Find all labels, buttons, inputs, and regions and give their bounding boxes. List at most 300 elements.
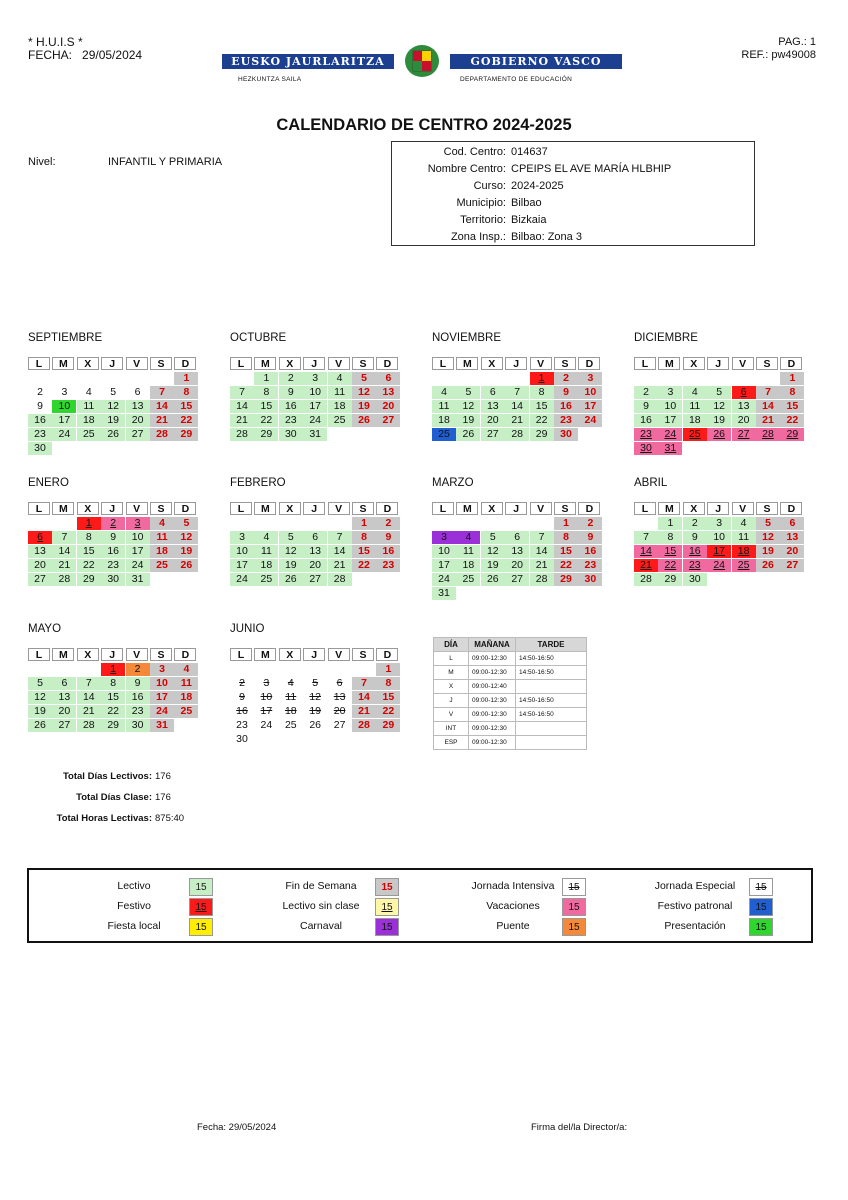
calendar-day (77, 691, 101, 704)
schedule-row (434, 694, 587, 708)
calendar-day (150, 517, 174, 530)
calendar-day-number: 6 (134, 385, 141, 398)
calendar-day-number: 12 (486, 544, 499, 557)
legend-label: Lectivo (117, 880, 151, 892)
calendar-day-number: 20 (58, 704, 71, 717)
calendar-day-number: 25 (462, 572, 475, 585)
calendar-day (352, 705, 376, 718)
calendar-day-number: 9 (385, 530, 392, 543)
calendar-day (279, 677, 303, 690)
calendar-day (658, 414, 682, 427)
calendar-day-number: 28 (535, 572, 548, 585)
weekday-header: D (376, 648, 398, 661)
calendar-empty-cell (52, 663, 76, 676)
calendar-day-number: 14 (511, 399, 524, 412)
calendar-day-number: 16 (236, 704, 248, 717)
schedule-morning: 09:00-12:40 (469, 680, 516, 694)
calendar-empty-cell (432, 372, 456, 385)
calendar-empty-cell (150, 372, 174, 385)
calendar-day (481, 573, 505, 586)
calendar-day-number: 4 (691, 385, 698, 398)
calendar-day (230, 573, 254, 586)
calendar-day (303, 428, 327, 441)
schedule-row (434, 652, 587, 666)
calendar-day (150, 691, 174, 704)
weekday-header: D (578, 502, 600, 515)
calendar-day-number: 15 (560, 544, 572, 557)
calendar-empty-cell (101, 372, 125, 385)
calendar-day (432, 559, 456, 572)
weekday-header: V (328, 357, 350, 370)
calendar-day-number: 7 (159, 385, 165, 398)
page-number: PAG.: 1 (778, 36, 816, 48)
calendar-day-number: 2 (287, 372, 294, 384)
calendar-day-number: 17 (260, 704, 273, 717)
calendar-day-number: 11 (689, 399, 701, 412)
schedule-morning: 09:00-12:30 (469, 722, 516, 736)
calendar-day (230, 545, 254, 558)
calendar-day-number: 18 (438, 413, 450, 426)
calendar-day (505, 386, 529, 399)
weekday-header: D (174, 648, 196, 661)
calendar-day-number: 9 (239, 690, 245, 703)
calendar-day (707, 386, 731, 399)
schedule-day: ESP (434, 736, 469, 750)
center-info-box (391, 141, 755, 246)
calendar-day (77, 545, 101, 558)
calendar-day-number: 28 (762, 427, 774, 440)
calendar-day-number: 22 (786, 413, 799, 426)
calendar-day (174, 545, 198, 558)
info-key: Municipio: (456, 197, 506, 209)
calendar-day-number: 29 (382, 718, 395, 731)
calendar-day-number: 23 (131, 704, 144, 717)
legend-label: Fiesta local (107, 920, 161, 932)
calendar-day (554, 428, 578, 441)
calendar-day-number: 18 (688, 413, 701, 426)
calendar-day (376, 663, 400, 676)
calendar-day (634, 428, 658, 441)
calendar-day (756, 428, 780, 441)
calendar-day (707, 517, 731, 530)
calendar-day (376, 677, 400, 690)
calendar-day (254, 705, 278, 718)
calendar-day (303, 372, 327, 385)
calendar-day-number: 3 (667, 385, 674, 398)
weekday-header: D (174, 502, 196, 515)
calendar-day-number: 6 (514, 530, 521, 543)
calendar-day (530, 372, 554, 385)
calendar-day (230, 705, 254, 718)
legend-sample-number: 15 (755, 882, 767, 893)
calendar-day (303, 400, 327, 413)
calendar-day (780, 517, 804, 530)
schedule-afternoon: 14:50-16:50 (516, 666, 587, 680)
calendar-day (254, 691, 278, 704)
calendar-day (328, 414, 352, 427)
weekday-header: M (658, 502, 680, 515)
calendar-day-number: 30 (560, 427, 572, 440)
calendar-day-number: 5 (489, 530, 496, 543)
calendar-day (352, 372, 376, 385)
calendar-day (432, 573, 456, 586)
calendar-day-number: 22 (382, 704, 395, 717)
calendar-day (28, 400, 52, 413)
weekday-header: M (456, 357, 478, 370)
calendar-day (52, 691, 76, 704)
calendar-day (432, 587, 456, 600)
logo-sub-left: HEZKUNTZA SAILA (238, 76, 302, 83)
calendar-day-number: 6 (789, 517, 796, 529)
calendar-day-number: 5 (312, 676, 319, 689)
calendar-day-number: 26 (462, 427, 475, 440)
legend-swatch (749, 878, 773, 896)
calendar-day-number: 10 (58, 399, 71, 412)
calendar-day-number: 26 (762, 558, 774, 571)
calendar-day (780, 386, 804, 399)
calendar-day (578, 517, 602, 530)
calendar-day-number: 14 (333, 544, 346, 557)
weekday-header: J (505, 357, 527, 370)
calendar-day-number: 31 (156, 718, 168, 731)
schedule-header-row (434, 638, 587, 652)
legend-swatch (189, 918, 213, 936)
calendar-empty-cell (456, 517, 480, 530)
weekday-header: L (230, 502, 252, 515)
calendar-empty-cell (230, 372, 254, 385)
calendar-empty-cell (481, 517, 505, 530)
calendar-day (634, 414, 658, 427)
calendar-day-number: 13 (58, 690, 71, 703)
calendar-day (279, 372, 303, 385)
calendar-day-number: 5 (465, 385, 472, 398)
calendar-day (279, 531, 303, 544)
calendar-day-number: 9 (37, 399, 43, 412)
calendar-day (780, 545, 804, 558)
calendar-day (328, 400, 352, 413)
calendar-day-number: 11 (180, 676, 192, 689)
schedule-morning: 09:00-12:30 (469, 652, 516, 666)
calendar-day-number: 15 (664, 544, 677, 557)
calendar-day-number: 12 (309, 690, 322, 703)
calendar-empty-cell (328, 517, 352, 530)
calendar-empty-cell (707, 372, 731, 385)
calendar-day-number: 27 (131, 427, 144, 440)
calendar-day (756, 559, 780, 572)
calendar-day-number: 21 (236, 413, 248, 426)
weekday-header: D (376, 357, 398, 370)
calendar-day-number: 23 (34, 427, 46, 440)
calendar-day (303, 691, 327, 704)
weekday-header: L (230, 648, 252, 661)
schedule-day: INT (434, 722, 469, 736)
calendar-day-number: 1 (789, 372, 796, 384)
calendar-day-number: 5 (765, 517, 771, 529)
schedule-morning: 09:00-12:30 (469, 736, 516, 750)
calendar-day (77, 559, 101, 572)
calendar-day-number: 16 (131, 690, 144, 703)
schedule-row (434, 736, 587, 750)
schedule-afternoon: 14:50-16:50 (516, 708, 587, 722)
calendar-day-number: 30 (131, 718, 144, 731)
calendar-day (481, 531, 505, 544)
calendar-day-number: 1 (563, 517, 569, 529)
calendar-day (101, 705, 125, 718)
calendar-day-number: 1 (110, 663, 117, 675)
calendar-day (683, 386, 707, 399)
info-key: Curso: (473, 180, 506, 192)
calendar-day (28, 414, 52, 427)
calendar-day-number: 4 (85, 385, 92, 398)
calendar-day (780, 400, 804, 413)
legend-label: Lectivo sin clase (282, 900, 360, 912)
calendar-day-number: 11 (738, 530, 750, 543)
legend-swatch (749, 918, 773, 936)
calendar-day (101, 691, 125, 704)
calendar-day-number: 21 (82, 704, 95, 717)
fecha-value: 29/05/2024 (82, 48, 143, 62)
calendar-day (530, 559, 554, 572)
huis-label: * H.U.I.S * (28, 35, 83, 49)
calendar-day (352, 677, 376, 690)
calendar-day-number: 17 (584, 399, 597, 412)
calendar-day-number: 13 (382, 385, 395, 398)
calendar-day-number: 5 (37, 676, 43, 689)
legend-sample-number: 15 (195, 882, 207, 893)
calendar-day (126, 386, 150, 399)
weekday-header: D (780, 357, 802, 370)
calendar-day-number: 13 (786, 530, 799, 543)
schedule-body (434, 652, 587, 750)
calendar-day (28, 545, 52, 558)
calendar-day (505, 545, 529, 558)
schedule-afternoon: 14:50-16:50 (516, 694, 587, 708)
calendar-day (254, 719, 278, 732)
info-key: Territorio: (460, 214, 506, 226)
calendar-day (432, 531, 456, 544)
schedule-day: L (434, 652, 469, 666)
legend-label: Presentación (664, 920, 726, 932)
month-title: MARZO (432, 477, 474, 489)
legend-sample-number: 15 (195, 922, 207, 933)
calendar-day-number: 24 (309, 413, 322, 426)
calendar-day-number: 27 (309, 572, 322, 585)
calendar-day-number: 20 (382, 399, 395, 412)
calendar-day (77, 428, 101, 441)
weekday-header: L (28, 357, 50, 370)
calendar-day-number: 5 (183, 517, 190, 529)
calendar-day (352, 719, 376, 732)
calendar-day-number: 10 (131, 530, 144, 543)
legend-sample-number: 15 (195, 902, 207, 913)
calendar-day-number: 27 (786, 558, 799, 571)
legend-label: Fin de Semana (285, 880, 357, 892)
calendar-day-number: 15 (82, 544, 95, 557)
info-row-nombre (392, 161, 756, 178)
calendar-day (303, 719, 327, 732)
info-value: Bilbao (511, 197, 542, 209)
legend-swatch (189, 878, 213, 896)
calendar-empty-cell (230, 517, 254, 530)
weekday-header: X (481, 502, 503, 515)
calendar-day (174, 677, 198, 690)
legend-box (27, 868, 813, 943)
legend-sample-number: 15 (755, 902, 767, 913)
calendar-day (126, 573, 150, 586)
calendar-day (279, 428, 303, 441)
calendar-empty-cell (634, 517, 658, 530)
month-title: MAYO (28, 623, 62, 635)
weekday-header: V (732, 502, 754, 515)
calendar-day-number: 15 (382, 690, 395, 703)
calendar-day (328, 719, 352, 732)
calendar-day (481, 545, 505, 558)
weekday-header: M (52, 502, 74, 515)
total-dias-lectivos (63, 771, 152, 782)
calendar-day (658, 386, 682, 399)
calendar-day-number: 30 (284, 427, 297, 440)
calendar-day-number: 28 (358, 718, 370, 731)
logo-right-band: GOBIERNO VASCO (450, 54, 622, 69)
calendar-day-number: 9 (691, 530, 698, 543)
calendar-day (230, 428, 254, 441)
calendar-day (530, 400, 554, 413)
calendar-day-number: 22 (82, 558, 95, 571)
calendar-day (52, 705, 76, 718)
calendar-day-number: 8 (789, 385, 796, 398)
calendar-day-number: 27 (34, 572, 46, 585)
calendar-day-number: 9 (563, 385, 569, 398)
info-value: 2024-2025 (511, 180, 564, 192)
calendar-day-number: 10 (713, 530, 726, 543)
calendar-day (376, 400, 400, 413)
weekday-header: J (303, 502, 325, 515)
calendar-day-number: 31 (664, 441, 677, 454)
calendar-day-number: 19 (762, 544, 774, 557)
month-title: NOVIEMBRE (432, 332, 502, 344)
calendar-day-number: 28 (511, 427, 524, 440)
calendar-day-number: 12 (180, 530, 193, 543)
calendar-day-number: 29 (180, 427, 193, 440)
schedule-afternoon (516, 722, 587, 736)
weekday-header: X (683, 357, 705, 370)
month-title: SEPTIEMBRE (28, 332, 103, 344)
calendar-day (780, 559, 804, 572)
total-label: Total Horas Lectivas: (56, 813, 152, 824)
weekday-header: X (279, 357, 301, 370)
calendar-day (28, 386, 52, 399)
calendar-day-number: 23 (560, 413, 572, 426)
calendar-day-number: 19 (486, 558, 499, 571)
legend-label: Vacaciones (486, 900, 540, 912)
calendar-day (658, 428, 682, 441)
calendar-day (126, 428, 150, 441)
calendar-empty-cell (732, 372, 756, 385)
calendar-day-number: 29 (535, 427, 548, 440)
weekday-header: M (254, 357, 276, 370)
calendar-day-number: 31 (131, 572, 144, 585)
calendar-day-number: 17 (713, 544, 726, 557)
calendar-day-number: 12 (462, 399, 475, 412)
calendar-day (432, 414, 456, 427)
info-value: Bizkaia (511, 214, 547, 226)
calendar-day (52, 400, 76, 413)
calendar-day (77, 414, 101, 427)
calendar-day (28, 442, 52, 455)
total-dias-lectivos-value: 176 (155, 771, 171, 782)
calendar-day-number: 16 (34, 413, 46, 426)
calendar-day (376, 386, 400, 399)
calendar-day-number: 24 (156, 704, 168, 717)
calendar-day-number: 28 (156, 427, 168, 440)
legend-swatch (562, 878, 586, 896)
calendar-day-number: 22 (107, 704, 120, 717)
calendar-day-number: 25 (82, 427, 95, 440)
calendar-day (101, 545, 125, 558)
calendar-day (303, 573, 327, 586)
calendar-day (28, 531, 52, 544)
calendar-day-number: 18 (284, 704, 297, 717)
calendar-day (658, 573, 682, 586)
calendar-day-number: 7 (538, 530, 545, 543)
calendar-day-number: 25 (688, 427, 701, 440)
calendar-empty-cell (77, 372, 101, 385)
calendar-day (707, 531, 731, 544)
calendar-day-number: 15 (180, 399, 193, 412)
calendar-day (328, 691, 352, 704)
weekday-header: X (77, 502, 99, 515)
calendar-day (101, 663, 125, 676)
legend-swatch (375, 878, 399, 896)
calendar-day (456, 531, 480, 544)
calendar-empty-cell (52, 517, 76, 530)
calendar-day (683, 400, 707, 413)
calendar-day-number: 4 (465, 530, 472, 543)
calendar-day (376, 559, 400, 572)
calendar-day-number: 12 (358, 385, 370, 398)
calendar-day-number: 14 (358, 690, 370, 703)
calendar-day-number: 5 (716, 385, 723, 398)
calendar-day (150, 719, 174, 732)
calendar-day-number: 23 (584, 558, 597, 571)
calendar-day (230, 386, 254, 399)
calendar-day (432, 386, 456, 399)
calendar-day-number: 30 (688, 572, 701, 585)
calendar-day (683, 531, 707, 544)
calendar-day (52, 719, 76, 732)
calendar-day (578, 414, 602, 427)
calendar-empty-cell (254, 663, 278, 676)
calendar-day-number: 10 (260, 690, 273, 703)
calendar-day-number: 5 (110, 385, 117, 398)
calendar-empty-cell (505, 372, 529, 385)
calendar-day-number: 8 (183, 385, 190, 398)
calendar-day-number: 11 (285, 690, 297, 703)
calendar-day (328, 559, 352, 572)
calendar-empty-cell (432, 517, 456, 530)
legend-label: Festivo patronal (657, 900, 733, 912)
calendar-day (456, 414, 480, 427)
calendar-day-number: 9 (110, 530, 117, 543)
calendar-day (578, 559, 602, 572)
calendar-day (126, 677, 150, 690)
calendar-day-number: 12 (107, 399, 120, 412)
calendar-day (456, 545, 480, 558)
calendar-day-number: 3 (239, 530, 245, 543)
calendar-day-number: 4 (263, 530, 270, 543)
calendar-day (578, 386, 602, 399)
info-row-municipio (392, 195, 756, 212)
